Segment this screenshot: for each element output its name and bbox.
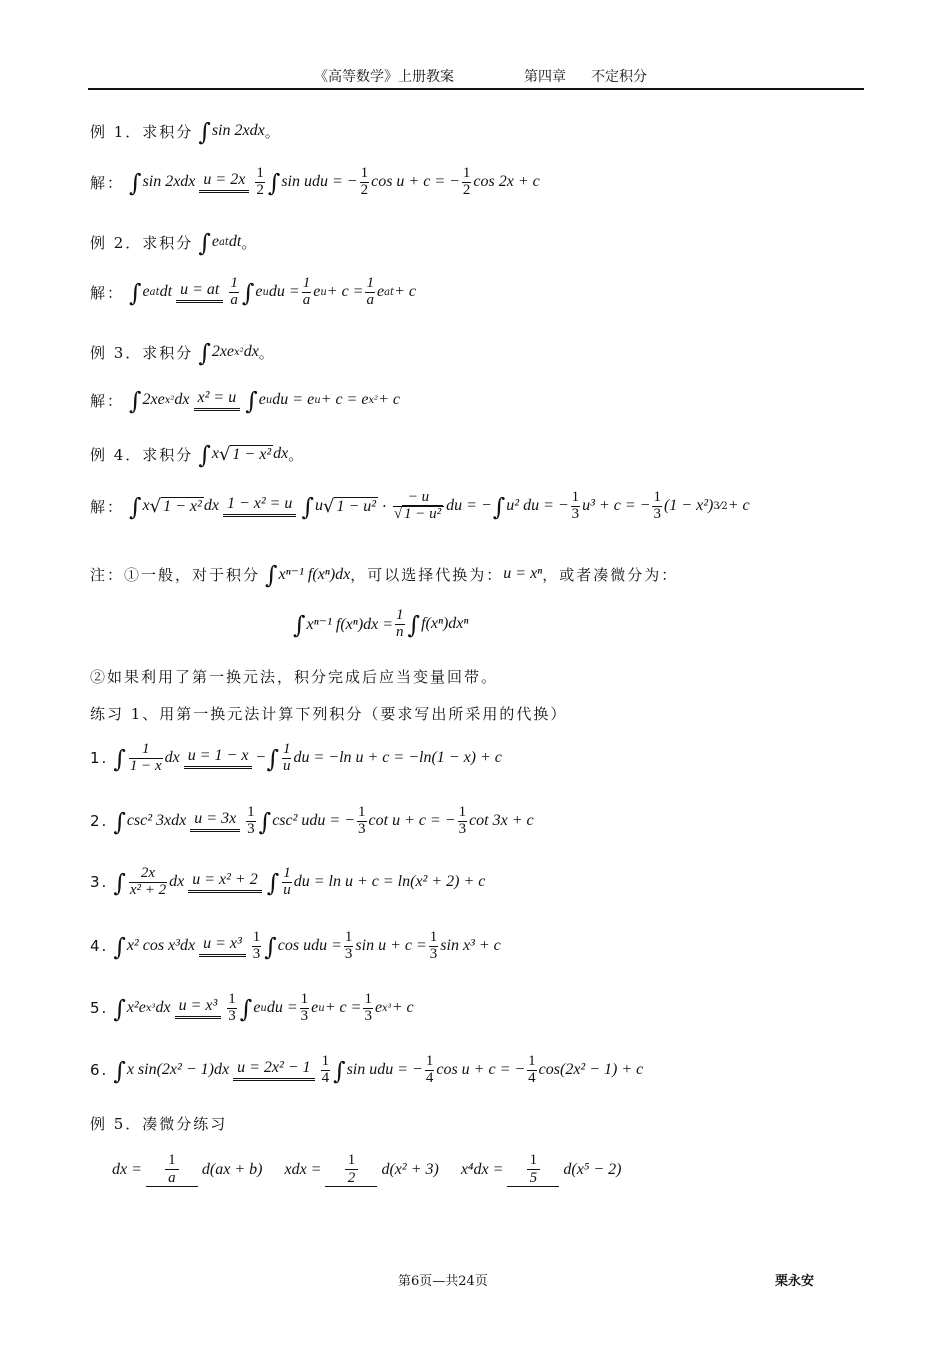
math-expr: u = xⁿ	[503, 565, 543, 582]
numerator: 1	[302, 275, 311, 291]
numerator: 1	[364, 991, 372, 1007]
practice-1	[90, 742, 502, 775]
fraction	[527, 1054, 537, 1087]
math-expr: cos u + c = −	[371, 173, 460, 191]
denominator: 2	[256, 181, 264, 198]
solution-label: 解：	[90, 283, 125, 302]
solution-label: 解：	[90, 391, 125, 410]
numerator: 1	[360, 165, 369, 181]
integral-sign: ∫	[113, 933, 126, 962]
fraction	[229, 276, 239, 309]
denominator: 2	[360, 181, 369, 198]
math-expr: dt	[159, 283, 173, 301]
integral-sign: ∫	[258, 808, 272, 837]
fraction	[365, 276, 375, 309]
numerator: 1	[571, 489, 580, 505]
denominator: 3	[228, 1007, 236, 1024]
solution-label: 解：	[90, 497, 125, 516]
practice-3	[90, 866, 485, 899]
dot-operator: ·	[382, 497, 387, 516]
numerator: 1	[230, 275, 238, 291]
note-text: ，或者凑微分为：	[542, 565, 679, 584]
integral-sign: ∫	[301, 493, 314, 522]
integral-sign: ∫	[129, 387, 142, 415]
radicand: 1 − u²	[404, 505, 442, 522]
integral-sign: ∫	[492, 493, 506, 522]
numerator: 1	[256, 165, 264, 181]
math-expr: x sin(2x² − 1)dx	[126, 1061, 230, 1079]
substitution: x² = u	[194, 389, 241, 411]
substitution: u = at	[176, 281, 223, 303]
example-label: 例 1．求积分	[90, 122, 194, 141]
math-expr: dx	[155, 999, 171, 1017]
math-expr: e	[313, 283, 321, 301]
numerator: 1	[396, 607, 404, 623]
numerator: 1	[529, 1152, 538, 1168]
denominator: n	[396, 623, 404, 640]
exponent: u	[318, 1002, 325, 1014]
substitution: u = 1 − x	[184, 747, 253, 769]
math-expr: e	[258, 391, 266, 408]
example-3	[90, 338, 274, 366]
fraction	[429, 930, 439, 963]
radical-sign: √	[218, 443, 231, 465]
fraction	[300, 992, 310, 1025]
denominator: 3	[300, 1007, 309, 1024]
page-number: 第6页—共24页	[398, 1274, 488, 1289]
example-label: 例 4．求积分	[90, 445, 194, 464]
numerator: 1	[528, 1053, 536, 1069]
integral-sign: ∫	[265, 561, 278, 589]
numerator: − u	[407, 489, 430, 505]
example-label: 例 5．凑微分练习	[90, 1115, 228, 1133]
integral-sign: ∫	[129, 279, 142, 308]
exponent: x²	[234, 346, 244, 358]
math-expr: + c	[727, 497, 750, 515]
integral-sign: ∫	[113, 745, 126, 774]
denominator: 4	[528, 1069, 536, 1086]
integral-sign: ∫	[198, 118, 211, 146]
differential: dt	[228, 233, 242, 250]
period: 。	[288, 445, 304, 464]
math-expr: d(x² + 3)	[381, 1160, 439, 1178]
math-expr: u³ + c = −	[582, 497, 651, 515]
item-number: 6.	[90, 1061, 109, 1080]
integral-sign: ∫	[293, 611, 306, 640]
radical-sign: √	[393, 505, 403, 522]
practice-title	[90, 703, 567, 724]
math-expr: + c	[394, 283, 416, 301]
solution-1	[90, 166, 540, 199]
math-expr: + c	[391, 999, 414, 1017]
math-expr: du = −ln u + c = −ln(1 − x) + c	[293, 749, 502, 767]
fraction	[321, 1054, 331, 1087]
denominator	[393, 506, 444, 523]
math-expr: sin 2xdx	[142, 173, 196, 191]
denominator: 3	[247, 820, 255, 837]
fraction	[357, 805, 367, 838]
denominator: u	[283, 881, 291, 898]
exponent: u	[265, 394, 273, 406]
numerator: 1	[425, 1053, 434, 1069]
math-expr: du =	[268, 283, 300, 301]
radicand: 1 − x²	[163, 497, 202, 515]
math-expr: du = −	[446, 497, 492, 515]
radicand: 1 − x²	[232, 445, 272, 463]
math-expr: cos(2x² − 1) + c	[538, 1061, 644, 1079]
numerator: 1	[141, 741, 150, 757]
practice-2	[90, 805, 534, 838]
exponent: x³	[145, 1002, 156, 1014]
math-expr: u	[314, 497, 323, 515]
chapter-title: 不定积分	[591, 69, 647, 85]
integral-sign: ∫	[264, 933, 277, 962]
numerator: 1	[429, 929, 438, 945]
substitution: u = x³	[199, 935, 246, 957]
integral-sign: ∫	[198, 339, 211, 367]
fraction	[302, 276, 312, 309]
integral-sign: ∫	[266, 869, 280, 898]
math-expr: x	[142, 497, 150, 515]
integral-sign: ∫	[113, 808, 126, 837]
exponent: u	[320, 286, 327, 298]
denominator: 3	[252, 945, 261, 962]
denominator: 3	[358, 820, 366, 837]
numerator: 1	[347, 1152, 356, 1168]
fill-blank	[146, 1152, 198, 1187]
book-title: 《高等数学》上册教案	[314, 69, 454, 85]
math-expr: sin x³ + c	[440, 937, 501, 955]
math-expr: x	[211, 445, 219, 462]
exponent: at	[149, 286, 160, 298]
math-expr: xⁿ⁻¹ f(xⁿ)dx	[278, 566, 351, 583]
math-expr: (1 − x²)	[663, 497, 714, 515]
denominator: a	[230, 291, 238, 308]
practice-4	[90, 930, 501, 963]
note-1	[90, 560, 678, 588]
integral-sign: ∫	[266, 745, 279, 774]
numerator: 1	[366, 275, 374, 291]
math-expr: + c =	[326, 283, 364, 301]
fill-blank	[507, 1152, 559, 1187]
numerator: 1	[252, 929, 261, 945]
item-number: 2.	[90, 812, 109, 831]
fraction	[652, 490, 662, 523]
exponent: x²	[164, 394, 175, 406]
numerator: 1	[462, 165, 471, 181]
math-expr: cos u + c = −	[436, 1061, 526, 1079]
integral-sign: ∫	[239, 995, 253, 1024]
denominator: 5	[527, 1169, 541, 1187]
fraction	[129, 866, 167, 899]
example-4	[90, 440, 303, 468]
math-expr: dx	[174, 391, 190, 408]
denominator: a	[165, 1169, 179, 1187]
denominator: u	[282, 757, 291, 774]
math-expr: du =	[266, 999, 298, 1017]
exponent: x²	[368, 394, 379, 406]
integral-sign: ∫	[198, 441, 211, 469]
math-expr: xdx =	[284, 1160, 322, 1178]
integrand: 2xe	[211, 343, 235, 360]
fraction	[344, 930, 354, 963]
math-expr: e	[376, 283, 385, 301]
fraction	[360, 166, 370, 199]
radical-sign: √	[322, 495, 335, 517]
differential: dx	[273, 445, 289, 462]
math-expr: cot u + c = −	[368, 812, 456, 830]
note-text: ②如果利用了第一换元法，积分完成后应当变量回带。	[90, 668, 499, 686]
denominator: a	[366, 291, 374, 308]
fraction	[458, 805, 468, 838]
integral-sign: ∫	[241, 279, 255, 308]
solution-2	[90, 276, 416, 309]
math-expr: d(x⁵ − 2)	[563, 1160, 622, 1178]
radicand: 1 − u²	[336, 497, 377, 515]
exponent: at	[384, 286, 395, 298]
math-expr: f(xⁿ)dxⁿ	[421, 615, 469, 633]
numerator: 1	[458, 804, 467, 820]
math-expr: + c	[378, 391, 400, 408]
fraction	[425, 1054, 435, 1087]
math-expr: cos udu =	[277, 937, 342, 955]
numerator: 1	[282, 741, 291, 757]
integral-sign: ∫	[113, 995, 126, 1024]
denominator: x² + 2	[129, 881, 167, 898]
fraction	[129, 742, 163, 775]
math-expr: cos 2x + c	[473, 173, 540, 191]
math-expr: + c =	[324, 999, 362, 1017]
page-header	[88, 66, 864, 90]
math-expr: + c = e	[320, 391, 369, 408]
denominator: 3	[344, 945, 353, 962]
example-1	[90, 117, 280, 145]
math-expr: du = ln u + c = ln(x² + 2) + c	[293, 873, 486, 891]
denominator: 2	[345, 1169, 359, 1187]
exponent: u	[260, 1002, 267, 1014]
denominator: a	[302, 291, 311, 308]
numerator: 2x	[140, 865, 156, 881]
numerator: 1	[321, 1053, 330, 1069]
numerator: 1	[168, 1152, 176, 1168]
denominator: 3	[429, 945, 438, 962]
period: 。	[241, 233, 257, 252]
integral-sign: ∫	[129, 169, 142, 198]
math-expr: dx	[169, 873, 185, 891]
fraction	[571, 490, 581, 523]
fraction	[363, 992, 373, 1025]
math-expr: du = e	[272, 391, 315, 408]
denominator: 3	[571, 505, 580, 522]
math-expr: csc² 3xdx	[126, 812, 187, 830]
note-label: 注：①一般，对于积分	[90, 565, 261, 584]
math-expr: d(ax + b)	[201, 1160, 263, 1178]
radical-sign: √	[149, 495, 162, 517]
substitution: u = 3x	[190, 810, 240, 832]
math-expr: x² cos x³dx	[126, 937, 196, 955]
item-number: 4.	[90, 937, 109, 956]
math-expr: e	[253, 999, 261, 1017]
substitution: u = x² + 2	[188, 871, 262, 893]
math-expr: e	[142, 283, 150, 301]
item-number: 5.	[90, 999, 109, 1018]
fraction	[282, 866, 292, 899]
note-2	[90, 666, 498, 687]
math-expr: e	[255, 283, 263, 301]
author-name: 栗永安	[775, 1274, 815, 1289]
math-expr: u² du = −	[506, 497, 569, 515]
item-number: 1.	[90, 749, 109, 768]
exponent: u	[314, 394, 321, 406]
substitution: u = 2x² − 1	[233, 1059, 315, 1081]
integral-sign: ∫	[245, 387, 258, 415]
denominator: 3	[653, 505, 661, 522]
math-expr: sin u + c =	[355, 937, 427, 955]
numerator: 1	[300, 991, 309, 1007]
denominator: 3	[364, 1007, 372, 1024]
fraction	[227, 992, 237, 1025]
math-expr: sin udu = −	[346, 1061, 423, 1079]
denominator: 2	[462, 181, 471, 198]
solution-label: 解：	[90, 173, 125, 192]
differential: dx	[243, 343, 259, 360]
denominator: 4	[321, 1069, 330, 1086]
math-expr: x⁴dx =	[460, 1160, 504, 1178]
integral-sign: ∫	[113, 1057, 126, 1086]
denominator: 3	[458, 820, 467, 837]
solution-3	[90, 386, 400, 414]
fraction	[393, 490, 444, 523]
math-expr: dx	[203, 497, 219, 515]
math-expr: e	[311, 999, 319, 1017]
note-formula	[292, 608, 468, 641]
fill-blank	[325, 1152, 377, 1187]
math-expr: xⁿ⁻¹ f(xⁿ)dx =	[306, 616, 394, 634]
substitution: u = x³	[175, 997, 222, 1019]
fraction	[282, 742, 292, 775]
numerator: 1	[283, 865, 291, 881]
example-label: 例 2．求积分	[90, 233, 194, 252]
substitution: u = 2x	[199, 171, 249, 193]
numerator: 1	[247, 804, 255, 820]
numerator: 1	[344, 929, 353, 945]
integral-sign: ∫	[333, 1057, 346, 1086]
exponent: at	[218, 236, 229, 248]
fraction	[462, 166, 472, 199]
math-expr: e	[374, 999, 383, 1017]
math-expr: cot 3x + c	[469, 812, 534, 830]
period: 。	[258, 343, 274, 362]
math-expr: sin udu = −	[281, 173, 358, 191]
numerator: 1	[653, 489, 661, 505]
math-expr: x²e	[126, 999, 146, 1017]
fraction	[395, 608, 405, 641]
solution-4	[90, 490, 750, 523]
fraction	[252, 930, 262, 963]
integral-sign: ∫	[198, 229, 211, 257]
example-5	[90, 1113, 231, 1134]
fraction	[255, 166, 265, 199]
practice-6	[90, 1054, 643, 1087]
math-expr: 2xe	[142, 391, 165, 408]
integral-sign: ∫	[113, 869, 126, 898]
exponent: x³	[382, 1002, 392, 1014]
item-number: 3.	[90, 873, 109, 892]
example-2	[90, 228, 256, 256]
exponent: u	[262, 286, 269, 298]
integrand: sin 2xdx	[211, 122, 265, 139]
fraction	[246, 805, 256, 838]
integral-sign: ∫	[267, 169, 281, 198]
integral-sign: ∫	[407, 611, 421, 640]
denominator: 4	[425, 1069, 434, 1086]
section-heading: 练习 1、用第一换元法计算下列积分（要求写出所采用的代换）	[90, 705, 568, 723]
note-text: ，可以选择代换为：	[350, 565, 504, 584]
math-expr: csc² udu = −	[272, 812, 356, 830]
numerator: 1	[358, 804, 366, 820]
exponent: 3⁄2	[713, 500, 728, 512]
chapter-number: 第四章	[524, 69, 566, 85]
integral-sign: ∫	[129, 493, 142, 522]
period: 。	[264, 122, 280, 141]
denominator: 1 − x	[129, 757, 162, 774]
math-expr: −	[256, 749, 266, 767]
substitution: 1 − x² = u	[223, 495, 297, 517]
example-5-items	[112, 1152, 622, 1187]
practice-5	[90, 992, 414, 1025]
math-expr: dx	[164, 749, 180, 767]
integrand: e	[211, 233, 219, 250]
math-expr: dx =	[112, 1160, 142, 1178]
example-label: 例 3．求积分	[90, 343, 194, 362]
numerator: 1	[228, 991, 236, 1007]
